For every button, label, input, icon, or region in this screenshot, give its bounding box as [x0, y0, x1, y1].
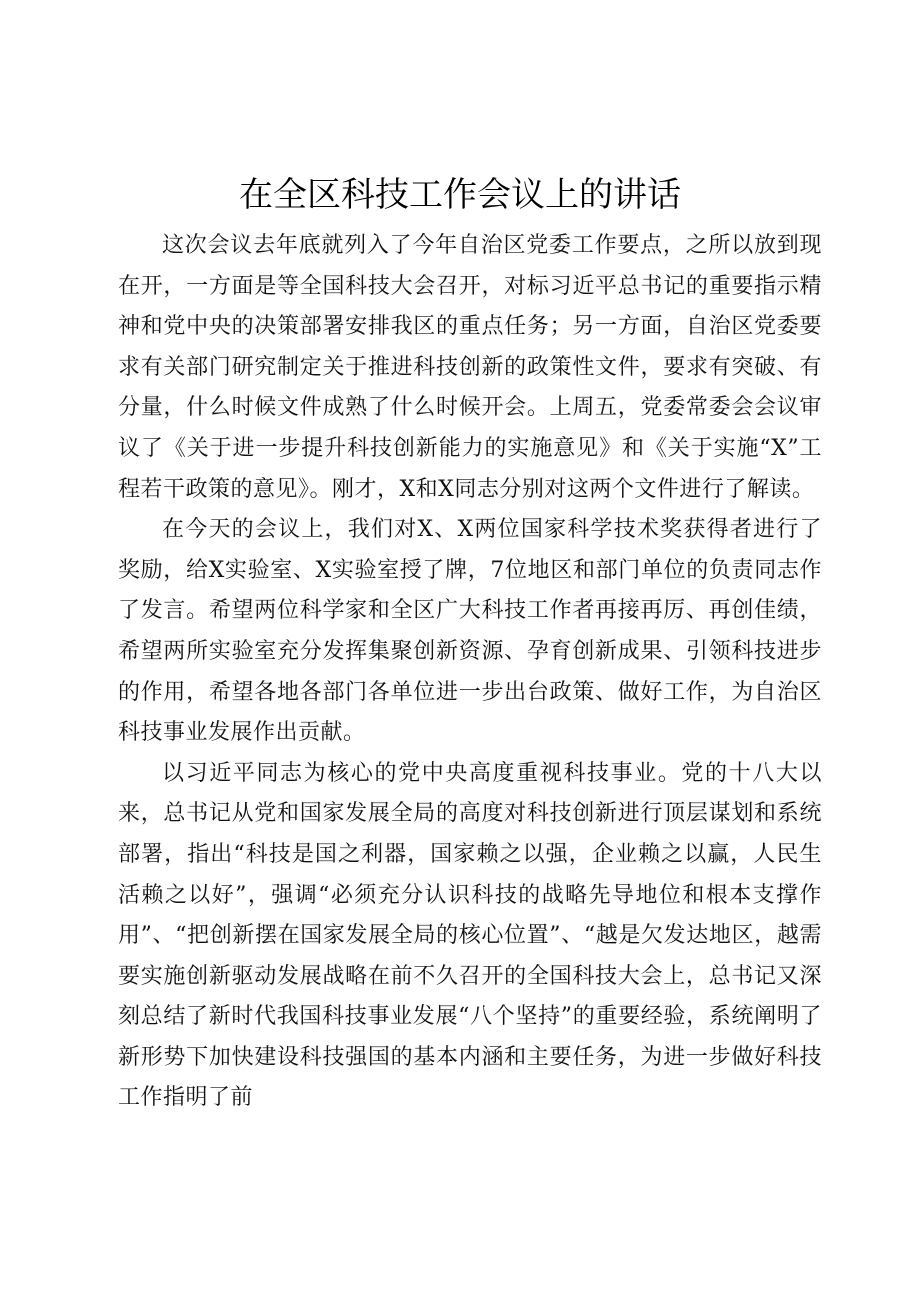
document-title: 在全区科技工作会议上的讲话	[239, 175, 681, 215]
document-body	[118, 226, 822, 1119]
paragraph-1: 这次会议去年底就列入了今年自治区党委工作要点，之所以放到现在开，一方面是等全国科技大会召开，对标习近平总书记的重要指示精神和党中央的决策部署安排我区的重点任务；另一方面，自治区党委要求有关部门研究制定关于推进科技创新的政策性文件，要求有突破、有分量，什么时候文件成熟了什么时候开会。上周五，党委常委会会议审议了《关于进一步提升科技创新能力的实施意见》和《关于实施“X”工程若干政策的意见》。刚才，X和X同志分别对这两个文件进行了解读。	[118, 233, 822, 502]
paragraph-3: 以习近平同志为核心的党中央高度重视科技事业。党的十八大以来，总书记从党和国家发展全局的高度对科技创新进行顶层谋划和系统部署，指出“科技是国之利器，国家赖之以强，企业赖之以赢，人民生活赖之以好”，强调“必须充分认识科技的战略先导地位和根本支撑作用”、“把创新摆在国家发展全局的核心位置”、“越是欠发达地区，越需要实施创新驱动发展战略在前不久召开的全国科技大会上，总书记又深刻总结了新时代我国科技事业发展“八个坚持”的重要经验，系统阐明了新形势下加快建设科技强国的基本内涵和主要任务，为进一步做好科技工作指明了前	[118, 760, 822, 1111]
paragraph-2: 在今天的会议上，我们对X、X两位国家科学技术奖获得者进行了奖励，给X实验室、X实验室授了牌，7位地区和部门单位的负责同志作了发言。希望两位科学家和全区广大科技工作者再接再厉、再创佳绩，希望两所实验室充分发挥集聚创新资源、孕育创新成果、引领科技进步的作用，希望各地各部门各单位进一步出台政策、做好工作，为自治区科技事业发展作出贡献。	[118, 517, 822, 746]
